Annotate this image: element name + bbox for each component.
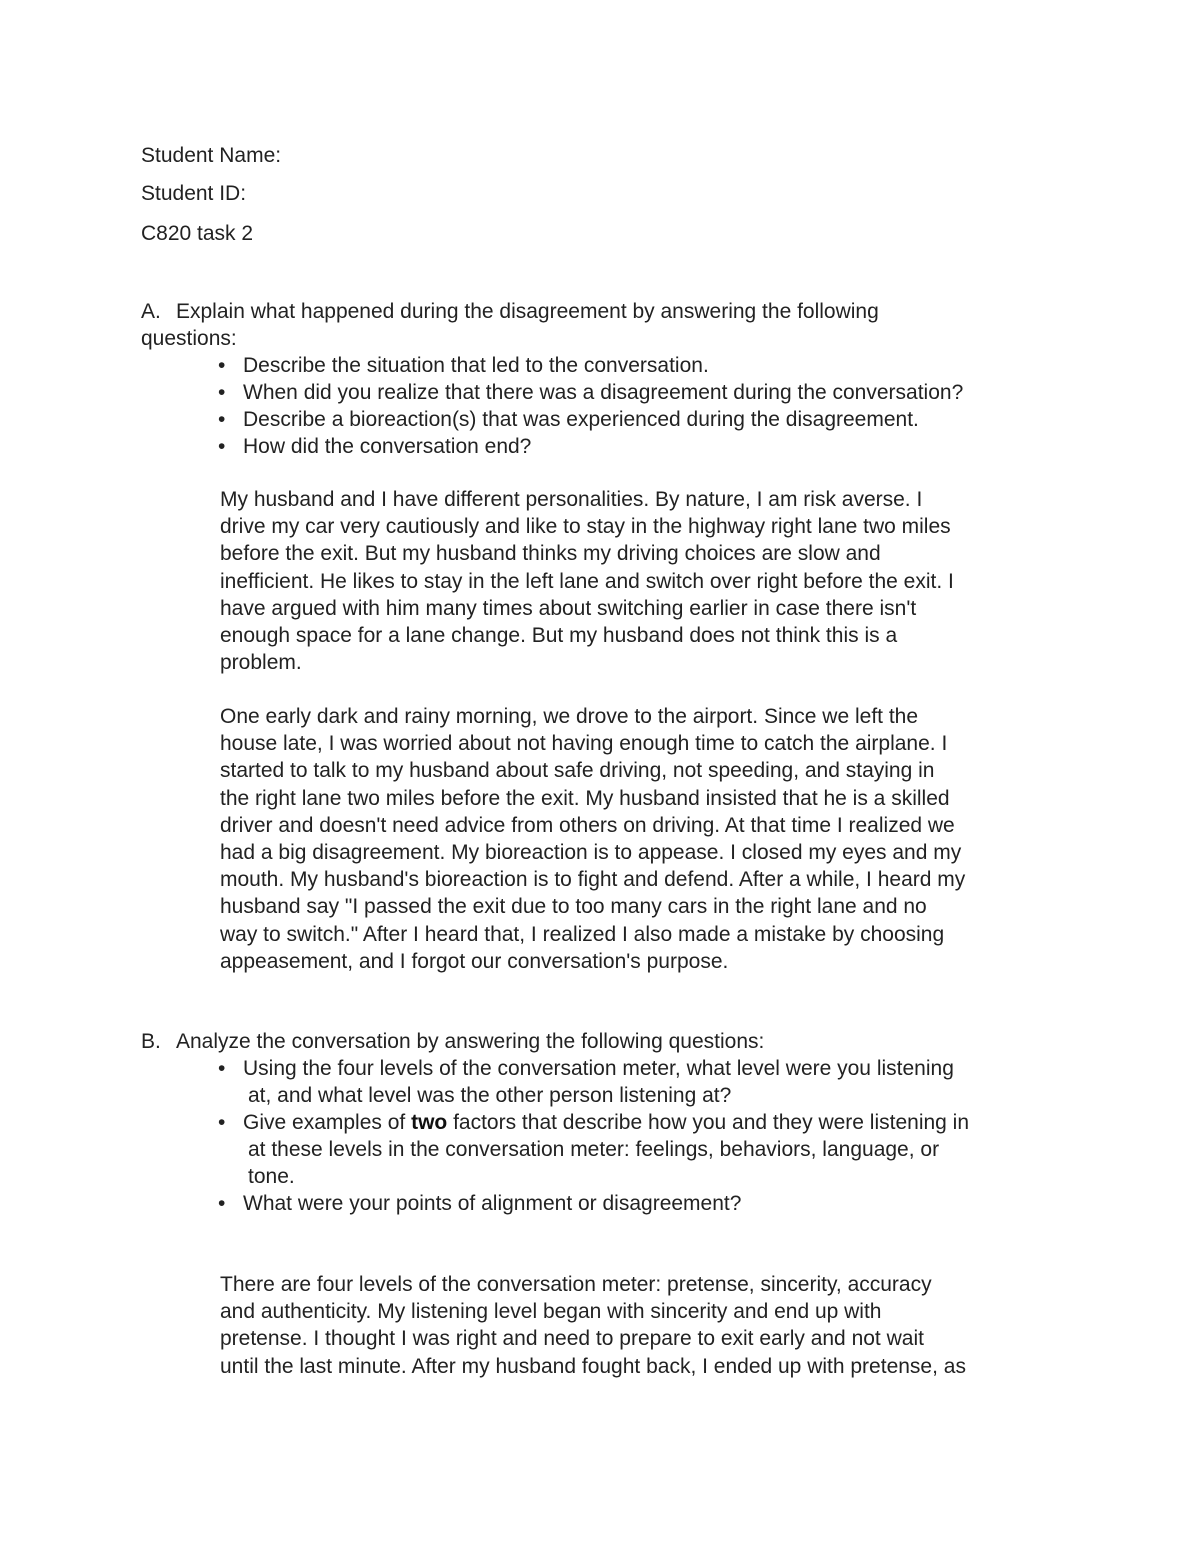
bullet-text: When did you realize that there was a disagreement during the conversation? — [243, 381, 964, 404]
section-a-paragraph-1 — [220, 486, 1070, 676]
section-b-letter: B. — [141, 1030, 161, 1053]
paragraph-line: appeasement, and I forgot our conversation's purpose. — [220, 949, 729, 973]
paragraph-line: pretense. I thought I was right and need to prepare to exit early and not wait — [220, 1327, 924, 1351]
list-item — [218, 433, 1078, 460]
section-b-paragraph — [220, 1271, 1070, 1380]
bullet-text: Using the four levels of the conversation meter, what level were you listening — [243, 1057, 954, 1080]
bullet-text: How did the conversation end? — [243, 435, 532, 458]
paragraph-line: drive my car very cautiously and like to stay in the highway right lane two miles — [220, 515, 951, 539]
section-a-letter: A. — [141, 300, 161, 323]
paragraph-line: had a big disagreement. My bioreaction is to appease. I closed my eyes and my — [220, 841, 962, 865]
bullet-icon: • — [218, 435, 226, 458]
bullet-text: at, and what level was the other person listening at? — [248, 1084, 732, 1107]
paragraph-line: before the exit. But my husband thinks my driving choices are slow and — [220, 542, 881, 566]
bullet-text: factors that describe how you and they were listening in — [447, 1111, 970, 1134]
bullet-icon: • — [218, 1192, 226, 1215]
paragraph-line: One early dark and rainy morning, we drove to the airport. Since we left the — [220, 705, 919, 728]
paragraph-line: enough space for a lane change. But my husband does not think this is a — [220, 624, 898, 648]
task-title: C820 task 2 — [141, 222, 254, 245]
paragraph-line: started to talk to my husband about safe driving, not speeding, and staying in — [220, 759, 935, 783]
section-b-heading — [141, 1028, 1041, 1055]
paragraph-line: inefficient. He likes to stay in the left lane and switch over right before the exit. I — [220, 569, 954, 593]
paragraph-line: problem. — [220, 651, 302, 675]
paragraph-line: house late, I was worried about not having enough time to catch the airplane. I — [220, 732, 948, 756]
paragraph-line: until the last minute. After my husband fought back, I ended up with pretense, as — [220, 1354, 966, 1378]
list-item — [218, 1190, 1078, 1217]
bullet-text: What were your points of alignment or disagreement? — [243, 1192, 742, 1215]
bullet-icon: • — [218, 1057, 226, 1080]
bullet-icon: • — [218, 408, 226, 431]
list-item — [218, 379, 1078, 406]
bullet-text: Give examples of — [243, 1111, 412, 1134]
bullet-icon: • — [218, 354, 226, 377]
list-item — [218, 1055, 1078, 1109]
list-item — [218, 1109, 1078, 1190]
bullet-bold-text: two — [411, 1111, 448, 1134]
section-a-paragraph-2 — [220, 703, 1070, 975]
bullet-text: at these levels in the conversation meter: feelings, behaviors, language, or — [248, 1138, 940, 1161]
paragraph-line: way to switch." After I heard that, I realized I also made a mistake by choosing — [220, 922, 945, 946]
paragraph-line: driver and doesn't need advice from others on driving. At that time I realized we — [220, 813, 955, 837]
bullet-icon: • — [218, 1111, 226, 1134]
section-a-bullet-list — [218, 352, 1078, 460]
paragraph-line: husband say "I passed the exit due to too many cars in the right lane and no — [220, 895, 927, 919]
bullet-text: tone. — [248, 1165, 295, 1188]
paragraph-line: There are four levels of the conversation meter: pretense, sincerity, accuracy — [220, 1273, 932, 1296]
paragraph-line: mouth. My husband's bioreaction is to fight and defend. After a while, I heard my — [220, 868, 966, 892]
bullet-text: Describe the situation that led to the conversation. — [243, 354, 709, 377]
section-a-title-line: questions: — [141, 327, 237, 350]
paragraph-line: the right lane two miles before the exit. My husband insisted that he is a skilled — [220, 786, 950, 810]
bullet-icon: • — [218, 381, 226, 404]
section-a-title-line: Explain what happened during the disagreement by answering the following — [176, 300, 879, 323]
list-item — [218, 352, 1078, 379]
paragraph-line: My husband and I have different personalities. By nature, I am risk averse. I — [220, 488, 923, 511]
list-item — [218, 406, 1078, 433]
bullet-text: Describe a bioreaction(s) that was experienced during the disagreement. — [243, 408, 919, 431]
paragraph-line: and authenticity. My listening level began with sincerity and end up with — [220, 1300, 882, 1324]
paragraph-line: have argued with him many times about switching earlier in case there isn't — [220, 596, 917, 620]
section-b-title: Analyze the conversation by answering the following questions: — [176, 1030, 765, 1053]
student-id-label: Student ID: — [141, 182, 247, 205]
student-name-label: Student Name: — [141, 144, 282, 167]
section-a-heading — [141, 298, 1041, 352]
section-b-bullet-list — [218, 1055, 1078, 1217]
